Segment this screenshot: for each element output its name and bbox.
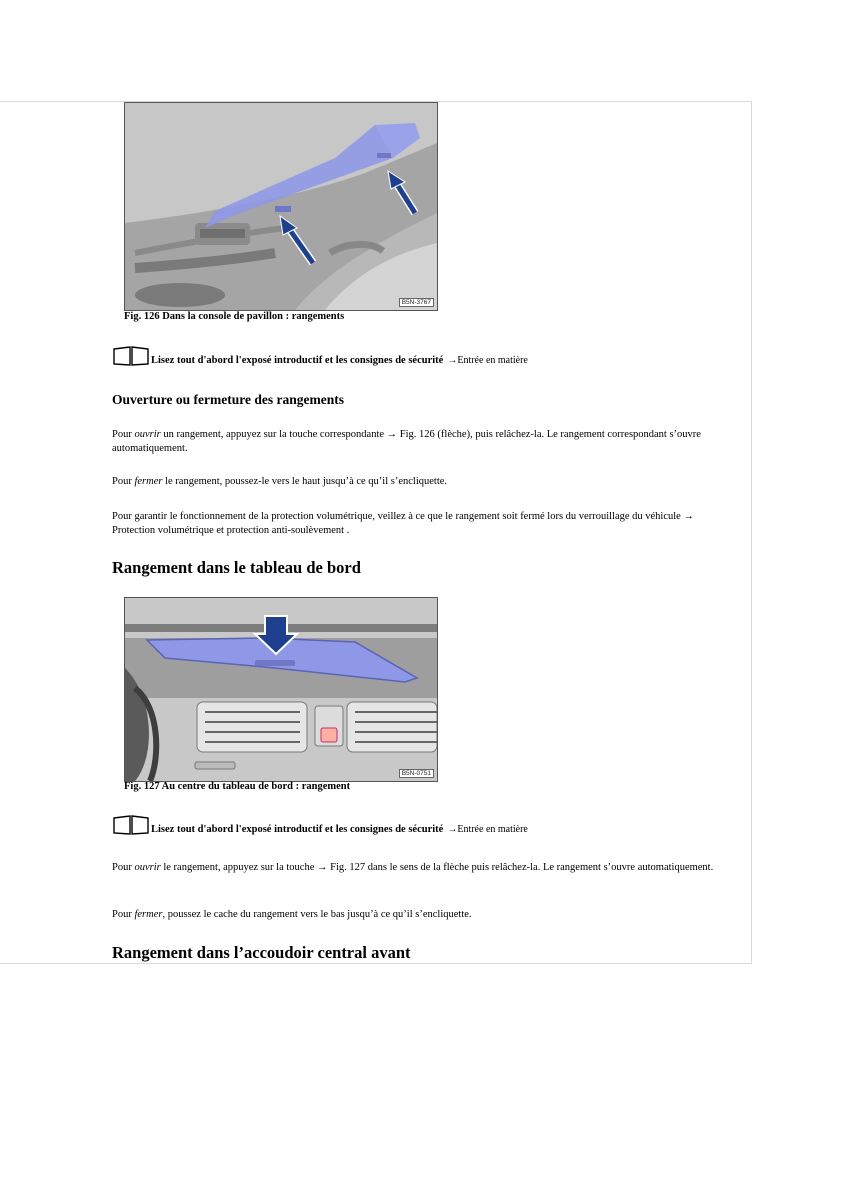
section-heading-tableau-de-bord: Rangement dans le tableau de bord (112, 558, 361, 577)
emphasis-ouvrir: ouvrir (134, 429, 161, 440)
paragraph-fermer-2 (112, 908, 732, 922)
paragraph-text: le rangement, poussez-le vers le haut jusqu’à ce qu’il s’encliquette. (162, 476, 448, 487)
book-icon (113, 346, 149, 366)
paragraph-text: , poussez le cache du rangement vers le bas jusqu’à ce qu’il s’encliquette. (162, 909, 472, 920)
safety-note-2-link[interactable]: →Entrée en matière (447, 824, 528, 835)
roof-console-illustration (125, 103, 437, 310)
figure-126-code: B5N-3767 (399, 298, 434, 307)
emphasis-fermer: fermer (134, 476, 163, 487)
paragraph-text: Pour (112, 429, 135, 440)
emphasis-fermer: fermer (134, 909, 163, 920)
safety-note-2 (113, 815, 528, 835)
paragraph-protection: Pour garantir le fonctionnement de la protection volumétrique, veillez à ce que le rangement soit fermé lors du verrouillage du véhicule → Protection volumétrique et protection anti-soulèvement . (112, 511, 694, 536)
figure-126-image (124, 102, 438, 311)
paragraph-ouvrir-2 (112, 861, 732, 875)
safety-note-1-text: Lisez tout d'abord l'exposé introductif et les consignes de sécurité (151, 355, 444, 366)
section-heading-accoudoir: Rangement dans l’accoudoir central avant (112, 943, 411, 962)
figure-127-image (124, 597, 438, 782)
figure-127-code: B5N-0751 (399, 769, 434, 778)
paragraph-ouvrir-1 (112, 428, 732, 456)
paragraph-text: le rangement, appuyez sur la touche → Fig. 127 dans le sens de la flèche puis relâchez-la. Le rangement s’ouvre automatiquement. (160, 862, 714, 873)
safety-note-1-link[interactable]: →Entrée en matière (447, 355, 528, 366)
paragraph-text: un rangement, appuyez sur la touche correspondante → Fig. 126 (flèche), puis relâchez-la. Le rangement correspondant s’ouvre automatiquement. (112, 429, 701, 454)
safety-note-1 (113, 346, 528, 366)
safety-note-2-text: Lisez tout d'abord l'exposé introductif et les consignes de sécurité (151, 824, 444, 835)
paragraph-fermer-1 (112, 475, 732, 489)
paragraph-text: Pour (112, 909, 135, 920)
paragraph-text: Pour (112, 476, 135, 487)
figure-126-caption: Fig. 126 Dans la console de pavillon : rangements (124, 311, 345, 322)
book-icon (113, 815, 149, 835)
emphasis-ouvrir: ouvrir (134, 862, 161, 873)
figure-127-caption: Fig. 127 Au centre du tableau de bord : rangement (124, 781, 351, 792)
section-heading-ouverture: Ouverture ou fermeture des rangements (112, 392, 344, 407)
paragraph-text: Pour (112, 862, 135, 873)
dashboard-illustration (125, 598, 437, 781)
